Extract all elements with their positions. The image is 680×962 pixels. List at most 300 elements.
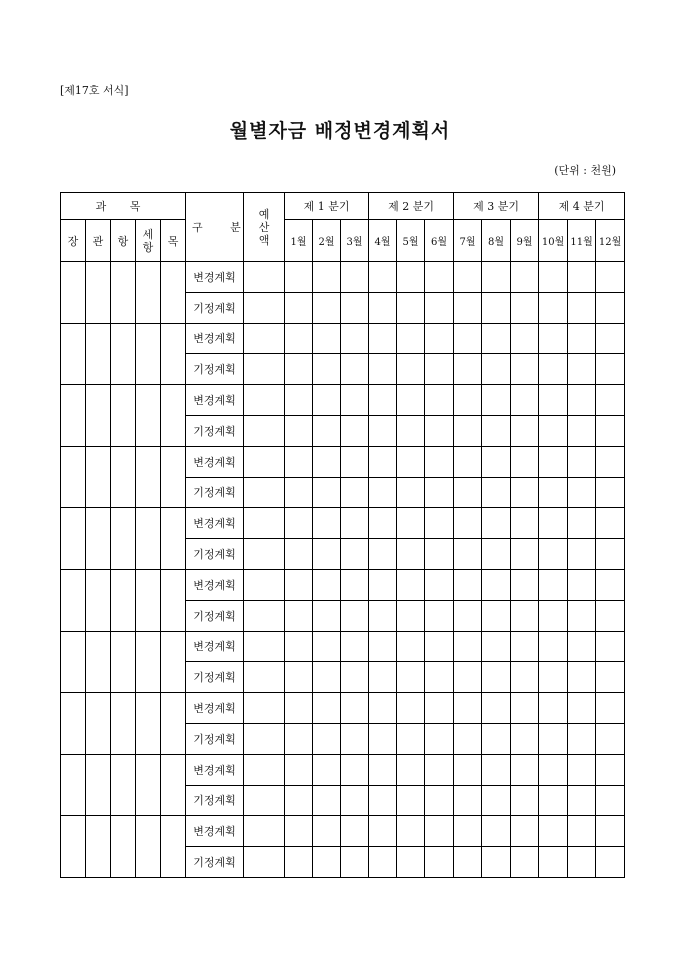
month-cell[interactable]: [341, 508, 369, 539]
month-cell[interactable]: [313, 693, 341, 724]
month-cell[interactable]: [454, 693, 482, 724]
month-cell[interactable]: [369, 754, 397, 785]
month-cell[interactable]: [369, 262, 397, 293]
month-cell[interactable]: [313, 754, 341, 785]
month-cell[interactable]: [341, 446, 369, 477]
month-cell[interactable]: [425, 323, 454, 354]
month-cell[interactable]: [568, 262, 596, 293]
month-cell[interactable]: [425, 446, 454, 477]
subject-cell[interactable]: [111, 693, 136, 755]
month-cell[interactable]: [425, 539, 454, 570]
month-cell[interactable]: [285, 569, 313, 600]
month-cell[interactable]: [397, 754, 425, 785]
month-cell[interactable]: [425, 662, 454, 693]
month-cell[interactable]: [511, 754, 539, 785]
month-cell[interactable]: [397, 631, 425, 662]
subject-cell[interactable]: [161, 569, 186, 631]
budget-cell[interactable]: [244, 539, 285, 570]
month-cell[interactable]: [341, 693, 369, 724]
month-cell[interactable]: [369, 385, 397, 416]
month-cell[interactable]: [568, 785, 596, 816]
subject-cell[interactable]: [136, 631, 161, 693]
month-cell[interactable]: [539, 446, 568, 477]
subject-cell[interactable]: [136, 754, 161, 816]
budget-cell[interactable]: [244, 477, 285, 508]
month-cell[interactable]: [313, 508, 341, 539]
month-cell[interactable]: [539, 415, 568, 446]
month-cell[interactable]: [539, 354, 568, 385]
month-cell[interactable]: [369, 569, 397, 600]
month-cell[interactable]: [568, 631, 596, 662]
month-cell[interactable]: [341, 754, 369, 785]
month-cell[interactable]: [397, 847, 425, 878]
subject-cell[interactable]: [111, 262, 136, 324]
subject-cell[interactable]: [111, 816, 136, 878]
month-cell[interactable]: [482, 785, 511, 816]
month-cell[interactable]: [482, 723, 511, 754]
subject-cell[interactable]: [61, 323, 86, 385]
budget-cell[interactable]: [244, 415, 285, 446]
month-cell[interactable]: [568, 477, 596, 508]
subject-cell[interactable]: [61, 385, 86, 447]
month-cell[interactable]: [568, 754, 596, 785]
month-cell[interactable]: [285, 693, 313, 724]
month-cell[interactable]: [341, 569, 369, 600]
month-cell[interactable]: [568, 569, 596, 600]
subject-cell[interactable]: [161, 693, 186, 755]
month-cell[interactable]: [285, 600, 313, 631]
month-cell[interactable]: [511, 847, 539, 878]
month-cell[interactable]: [397, 508, 425, 539]
subject-cell[interactable]: [86, 631, 111, 693]
month-cell[interactable]: [425, 354, 454, 385]
month-cell[interactable]: [454, 477, 482, 508]
budget-cell[interactable]: [244, 847, 285, 878]
subject-cell[interactable]: [161, 631, 186, 693]
month-cell[interactable]: [454, 508, 482, 539]
subject-cell[interactable]: [61, 754, 86, 816]
month-cell[interactable]: [511, 693, 539, 724]
month-cell[interactable]: [313, 569, 341, 600]
month-cell[interactable]: [511, 262, 539, 293]
month-cell[interactable]: [454, 662, 482, 693]
month-cell[interactable]: [539, 693, 568, 724]
subject-cell[interactable]: [111, 569, 136, 631]
month-cell[interactable]: [511, 385, 539, 416]
budget-cell[interactable]: [244, 723, 285, 754]
month-cell[interactable]: [596, 385, 625, 416]
month-cell[interactable]: [397, 723, 425, 754]
month-cell[interactable]: [341, 323, 369, 354]
month-cell[interactable]: [454, 446, 482, 477]
month-cell[interactable]: [341, 662, 369, 693]
month-cell[interactable]: [596, 847, 625, 878]
month-cell[interactable]: [313, 539, 341, 570]
month-cell[interactable]: [596, 415, 625, 446]
month-cell[interactable]: [285, 785, 313, 816]
budget-cell[interactable]: [244, 785, 285, 816]
month-cell[interactable]: [454, 262, 482, 293]
month-cell[interactable]: [539, 754, 568, 785]
budget-cell[interactable]: [244, 600, 285, 631]
month-cell[interactable]: [341, 600, 369, 631]
month-cell[interactable]: [482, 847, 511, 878]
budget-cell[interactable]: [244, 508, 285, 539]
month-cell[interactable]: [425, 785, 454, 816]
month-cell[interactable]: [568, 693, 596, 724]
month-cell[interactable]: [369, 508, 397, 539]
month-cell[interactable]: [511, 785, 539, 816]
month-cell[interactable]: [596, 723, 625, 754]
month-cell[interactable]: [454, 723, 482, 754]
month-cell[interactable]: [511, 631, 539, 662]
month-cell[interactable]: [511, 477, 539, 508]
subject-cell[interactable]: [61, 693, 86, 755]
month-cell[interactable]: [596, 662, 625, 693]
month-cell[interactable]: [425, 262, 454, 293]
month-cell[interactable]: [425, 508, 454, 539]
month-cell[interactable]: [482, 477, 511, 508]
month-cell[interactable]: [482, 323, 511, 354]
month-cell[interactable]: [596, 354, 625, 385]
subject-cell[interactable]: [111, 323, 136, 385]
month-cell[interactable]: [397, 785, 425, 816]
month-cell[interactable]: [285, 847, 313, 878]
month-cell[interactable]: [425, 415, 454, 446]
month-cell[interactable]: [341, 847, 369, 878]
month-cell[interactable]: [511, 723, 539, 754]
subject-cell[interactable]: [161, 816, 186, 878]
subject-cell[interactable]: [136, 323, 161, 385]
month-cell[interactable]: [369, 723, 397, 754]
subject-cell[interactable]: [136, 569, 161, 631]
month-cell[interactable]: [397, 662, 425, 693]
budget-cell[interactable]: [244, 631, 285, 662]
month-cell[interactable]: [511, 539, 539, 570]
month-cell[interactable]: [397, 446, 425, 477]
month-cell[interactable]: [539, 323, 568, 354]
month-cell[interactable]: [539, 816, 568, 847]
subject-cell[interactable]: [86, 262, 111, 324]
month-cell[interactable]: [568, 539, 596, 570]
month-cell[interactable]: [397, 415, 425, 446]
budget-cell[interactable]: [244, 446, 285, 477]
month-cell[interactable]: [313, 415, 341, 446]
month-cell[interactable]: [596, 292, 625, 323]
month-cell[interactable]: [285, 477, 313, 508]
month-cell[interactable]: [454, 385, 482, 416]
budget-cell[interactable]: [244, 385, 285, 416]
subject-cell[interactable]: [161, 508, 186, 570]
month-cell[interactable]: [511, 292, 539, 323]
budget-cell[interactable]: [244, 569, 285, 600]
month-cell[interactable]: [285, 292, 313, 323]
month-cell[interactable]: [539, 785, 568, 816]
month-cell[interactable]: [482, 600, 511, 631]
subject-cell[interactable]: [61, 569, 86, 631]
subject-cell[interactable]: [111, 385, 136, 447]
month-cell[interactable]: [313, 631, 341, 662]
month-cell[interactable]: [482, 292, 511, 323]
month-cell[interactable]: [482, 816, 511, 847]
month-cell[interactable]: [285, 385, 313, 416]
month-cell[interactable]: [397, 354, 425, 385]
month-cell[interactable]: [539, 631, 568, 662]
month-cell[interactable]: [397, 600, 425, 631]
month-cell[interactable]: [285, 723, 313, 754]
month-cell[interactable]: [313, 262, 341, 293]
month-cell[interactable]: [397, 693, 425, 724]
subject-cell[interactable]: [61, 508, 86, 570]
subject-cell[interactable]: [86, 446, 111, 508]
month-cell[interactable]: [397, 262, 425, 293]
subject-cell[interactable]: [111, 508, 136, 570]
subject-cell[interactable]: [86, 816, 111, 878]
month-cell[interactable]: [369, 662, 397, 693]
month-cell[interactable]: [482, 693, 511, 724]
month-cell[interactable]: [454, 354, 482, 385]
month-cell[interactable]: [341, 816, 369, 847]
subject-cell[interactable]: [161, 262, 186, 324]
month-cell[interactable]: [511, 323, 539, 354]
month-cell[interactable]: [568, 323, 596, 354]
month-cell[interactable]: [369, 446, 397, 477]
month-cell[interactable]: [454, 323, 482, 354]
month-cell[interactable]: [397, 816, 425, 847]
budget-cell[interactable]: [244, 816, 285, 847]
month-cell[interactable]: [568, 415, 596, 446]
month-cell[interactable]: [313, 385, 341, 416]
month-cell[interactable]: [425, 385, 454, 416]
month-cell[interactable]: [511, 569, 539, 600]
month-cell[interactable]: [568, 600, 596, 631]
month-cell[interactable]: [482, 385, 511, 416]
month-cell[interactable]: [482, 539, 511, 570]
month-cell[interactable]: [313, 723, 341, 754]
month-cell[interactable]: [482, 569, 511, 600]
month-cell[interactable]: [539, 569, 568, 600]
month-cell[interactable]: [341, 631, 369, 662]
month-cell[interactable]: [539, 292, 568, 323]
month-cell[interactable]: [425, 847, 454, 878]
month-cell[interactable]: [568, 723, 596, 754]
month-cell[interactable]: [539, 508, 568, 539]
month-cell[interactable]: [369, 415, 397, 446]
month-cell[interactable]: [369, 477, 397, 508]
month-cell[interactable]: [313, 292, 341, 323]
month-cell[interactable]: [596, 539, 625, 570]
month-cell[interactable]: [285, 508, 313, 539]
subject-cell[interactable]: [136, 693, 161, 755]
month-cell[interactable]: [482, 262, 511, 293]
month-cell[interactable]: [425, 754, 454, 785]
month-cell[interactable]: [285, 662, 313, 693]
month-cell[interactable]: [596, 569, 625, 600]
month-cell[interactable]: [568, 662, 596, 693]
month-cell[interactable]: [341, 385, 369, 416]
subject-cell[interactable]: [136, 508, 161, 570]
month-cell[interactable]: [454, 847, 482, 878]
month-cell[interactable]: [568, 292, 596, 323]
budget-cell[interactable]: [244, 323, 285, 354]
month-cell[interactable]: [369, 631, 397, 662]
month-cell[interactable]: [397, 323, 425, 354]
month-cell[interactable]: [369, 292, 397, 323]
budget-cell[interactable]: [244, 662, 285, 693]
month-cell[interactable]: [482, 662, 511, 693]
subject-cell[interactable]: [111, 754, 136, 816]
subject-cell[interactable]: [161, 446, 186, 508]
month-cell[interactable]: [313, 323, 341, 354]
month-cell[interactable]: [482, 754, 511, 785]
month-cell[interactable]: [596, 446, 625, 477]
month-cell[interactable]: [341, 415, 369, 446]
month-cell[interactable]: [313, 847, 341, 878]
budget-cell[interactable]: [244, 693, 285, 724]
subject-cell[interactable]: [136, 262, 161, 324]
month-cell[interactable]: [539, 847, 568, 878]
month-cell[interactable]: [285, 754, 313, 785]
month-cell[interactable]: [425, 723, 454, 754]
month-cell[interactable]: [341, 723, 369, 754]
month-cell[interactable]: [596, 262, 625, 293]
month-cell[interactable]: [568, 816, 596, 847]
month-cell[interactable]: [568, 847, 596, 878]
month-cell[interactable]: [482, 415, 511, 446]
month-cell[interactable]: [397, 385, 425, 416]
month-cell[interactable]: [285, 446, 313, 477]
subject-cell[interactable]: [136, 385, 161, 447]
subject-cell[interactable]: [61, 262, 86, 324]
month-cell[interactable]: [341, 262, 369, 293]
subject-cell[interactable]: [61, 631, 86, 693]
month-cell[interactable]: [369, 600, 397, 631]
month-cell[interactable]: [369, 323, 397, 354]
month-cell[interactable]: [511, 816, 539, 847]
month-cell[interactable]: [313, 600, 341, 631]
month-cell[interactable]: [568, 385, 596, 416]
subject-cell[interactable]: [86, 569, 111, 631]
month-cell[interactable]: [482, 354, 511, 385]
month-cell[interactable]: [397, 539, 425, 570]
month-cell[interactable]: [596, 754, 625, 785]
month-cell[interactable]: [511, 415, 539, 446]
month-cell[interactable]: [482, 508, 511, 539]
month-cell[interactable]: [596, 693, 625, 724]
subject-cell[interactable]: [61, 816, 86, 878]
month-cell[interactable]: [285, 323, 313, 354]
month-cell[interactable]: [285, 415, 313, 446]
subject-cell[interactable]: [161, 754, 186, 816]
subject-cell[interactable]: [86, 385, 111, 447]
subject-cell[interactable]: [111, 446, 136, 508]
month-cell[interactable]: [425, 477, 454, 508]
month-cell[interactable]: [482, 631, 511, 662]
month-cell[interactable]: [539, 539, 568, 570]
month-cell[interactable]: [568, 446, 596, 477]
subject-cell[interactable]: [86, 754, 111, 816]
month-cell[interactable]: [285, 631, 313, 662]
month-cell[interactable]: [369, 354, 397, 385]
budget-cell[interactable]: [244, 262, 285, 293]
month-cell[interactable]: [369, 847, 397, 878]
month-cell[interactable]: [511, 446, 539, 477]
subject-cell[interactable]: [111, 631, 136, 693]
month-cell[interactable]: [596, 785, 625, 816]
month-cell[interactable]: [454, 292, 482, 323]
month-cell[interactable]: [454, 539, 482, 570]
month-cell[interactable]: [568, 354, 596, 385]
month-cell[interactable]: [539, 662, 568, 693]
month-cell[interactable]: [285, 816, 313, 847]
month-cell[interactable]: [511, 662, 539, 693]
subject-cell[interactable]: [86, 323, 111, 385]
month-cell[interactable]: [369, 816, 397, 847]
month-cell[interactable]: [313, 662, 341, 693]
month-cell[interactable]: [454, 785, 482, 816]
month-cell[interactable]: [454, 415, 482, 446]
month-cell[interactable]: [341, 292, 369, 323]
month-cell[interactable]: [313, 816, 341, 847]
month-cell[interactable]: [285, 354, 313, 385]
month-cell[interactable]: [539, 477, 568, 508]
month-cell[interactable]: [425, 292, 454, 323]
month-cell[interactable]: [596, 477, 625, 508]
month-cell[interactable]: [313, 446, 341, 477]
budget-cell[interactable]: [244, 354, 285, 385]
month-cell[interactable]: [341, 539, 369, 570]
month-cell[interactable]: [369, 785, 397, 816]
subject-cell[interactable]: [161, 385, 186, 447]
month-cell[interactable]: [539, 385, 568, 416]
month-cell[interactable]: [397, 477, 425, 508]
month-cell[interactable]: [596, 508, 625, 539]
month-cell[interactable]: [596, 816, 625, 847]
month-cell[interactable]: [511, 508, 539, 539]
month-cell[interactable]: [454, 631, 482, 662]
subject-cell[interactable]: [161, 323, 186, 385]
month-cell[interactable]: [397, 569, 425, 600]
month-cell[interactable]: [425, 693, 454, 724]
budget-cell[interactable]: [244, 754, 285, 785]
month-cell[interactable]: [539, 723, 568, 754]
month-cell[interactable]: [454, 816, 482, 847]
month-cell[interactable]: [511, 600, 539, 631]
month-cell[interactable]: [313, 354, 341, 385]
month-cell[interactable]: [285, 539, 313, 570]
month-cell[interactable]: [511, 354, 539, 385]
month-cell[interactable]: [539, 262, 568, 293]
month-cell[interactable]: [568, 508, 596, 539]
month-cell[interactable]: [425, 600, 454, 631]
month-cell[interactable]: [397, 292, 425, 323]
month-cell[interactable]: [425, 569, 454, 600]
subject-cell[interactable]: [136, 446, 161, 508]
subject-cell[interactable]: [136, 816, 161, 878]
month-cell[interactable]: [596, 631, 625, 662]
month-cell[interactable]: [341, 354, 369, 385]
month-cell[interactable]: [341, 785, 369, 816]
month-cell[interactable]: [539, 600, 568, 631]
subject-cell[interactable]: [86, 508, 111, 570]
month-cell[interactable]: [454, 569, 482, 600]
subject-cell[interactable]: [61, 446, 86, 508]
month-cell[interactable]: [596, 600, 625, 631]
month-cell[interactable]: [454, 600, 482, 631]
month-cell[interactable]: [425, 631, 454, 662]
subject-cell[interactable]: [86, 693, 111, 755]
month-cell[interactable]: [454, 754, 482, 785]
